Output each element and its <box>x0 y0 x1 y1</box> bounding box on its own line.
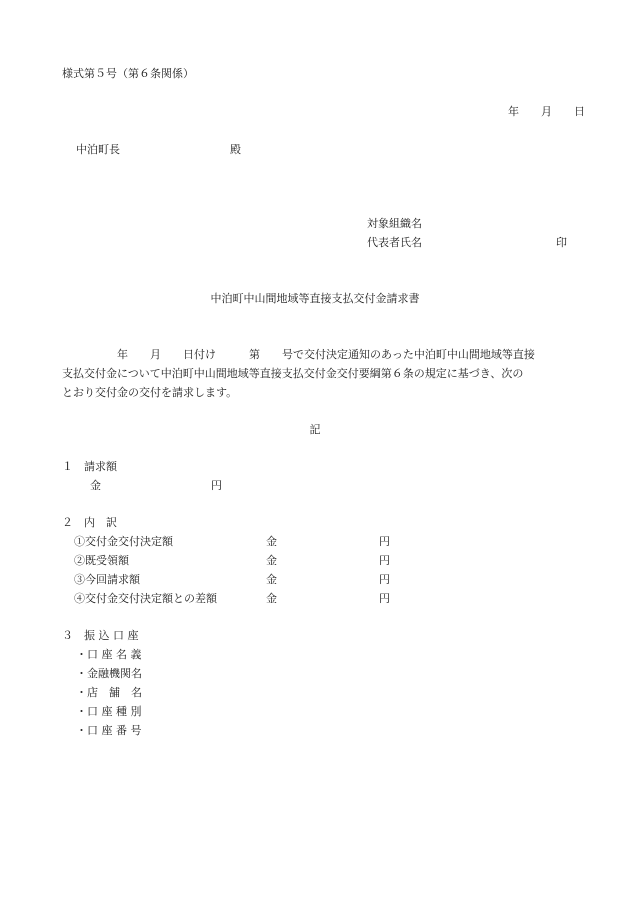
form-number: 様式第５号（第６条関係） <box>62 67 194 80</box>
seal-mark: 印 <box>556 236 567 249</box>
body-line-1: 年 月 日付け 第 号で交付決定通知のあった中泊町中山間地域等直接 <box>62 348 535 361</box>
section3-heading: ３ 振 込 口 座 <box>62 629 139 642</box>
addressee: 中泊町長 殿 <box>76 143 241 156</box>
document-title: 中泊町中山間地域等直接支払交付金請求書 <box>210 292 420 305</box>
account-field-label: ・口 座 名 義 <box>76 648 142 661</box>
body-line-2: 支払交付金について中泊町中山間地域等直接支払交付金交付要綱第６条の規定に基づき、次の <box>62 367 524 380</box>
breakdown-label: ①交付金交付決定額 <box>74 535 173 548</box>
kin-mark: 金 <box>266 554 277 567</box>
account-field-label: ・口 座 番 号 <box>76 724 142 737</box>
section2-heading: ２ 内 訳 <box>62 516 117 529</box>
claim-amount-line: 金 円 <box>90 479 222 492</box>
en-mark: 円 <box>379 554 390 567</box>
breakdown-label: ②既受領額 <box>74 554 129 567</box>
section1-heading: １ 請求額 <box>62 460 117 473</box>
breakdown-label: ④交付金交付決定額との差額 <box>74 592 217 605</box>
date-line: 年 月 日 <box>508 105 585 118</box>
org-name-label: 対象組織名 <box>367 217 422 230</box>
kin-mark: 金 <box>266 592 277 605</box>
account-field-label: ・金融機関名 <box>76 667 142 680</box>
ki-mark: 記 <box>309 423 321 436</box>
en-mark: 円 <box>379 573 390 586</box>
body-line-3: とおり交付金の交付を請求します。 <box>62 386 238 399</box>
en-mark: 円 <box>379 592 390 605</box>
en-mark: 円 <box>379 535 390 548</box>
kin-mark: 金 <box>266 535 277 548</box>
kin-mark: 金 <box>266 573 277 586</box>
account-field-label: ・口 座 種 別 <box>76 705 142 718</box>
breakdown-label: ③今回請求額 <box>74 573 140 586</box>
representative-label: 代表者氏名 <box>367 236 422 249</box>
account-field-label: ・店 舗 名 <box>76 686 142 699</box>
